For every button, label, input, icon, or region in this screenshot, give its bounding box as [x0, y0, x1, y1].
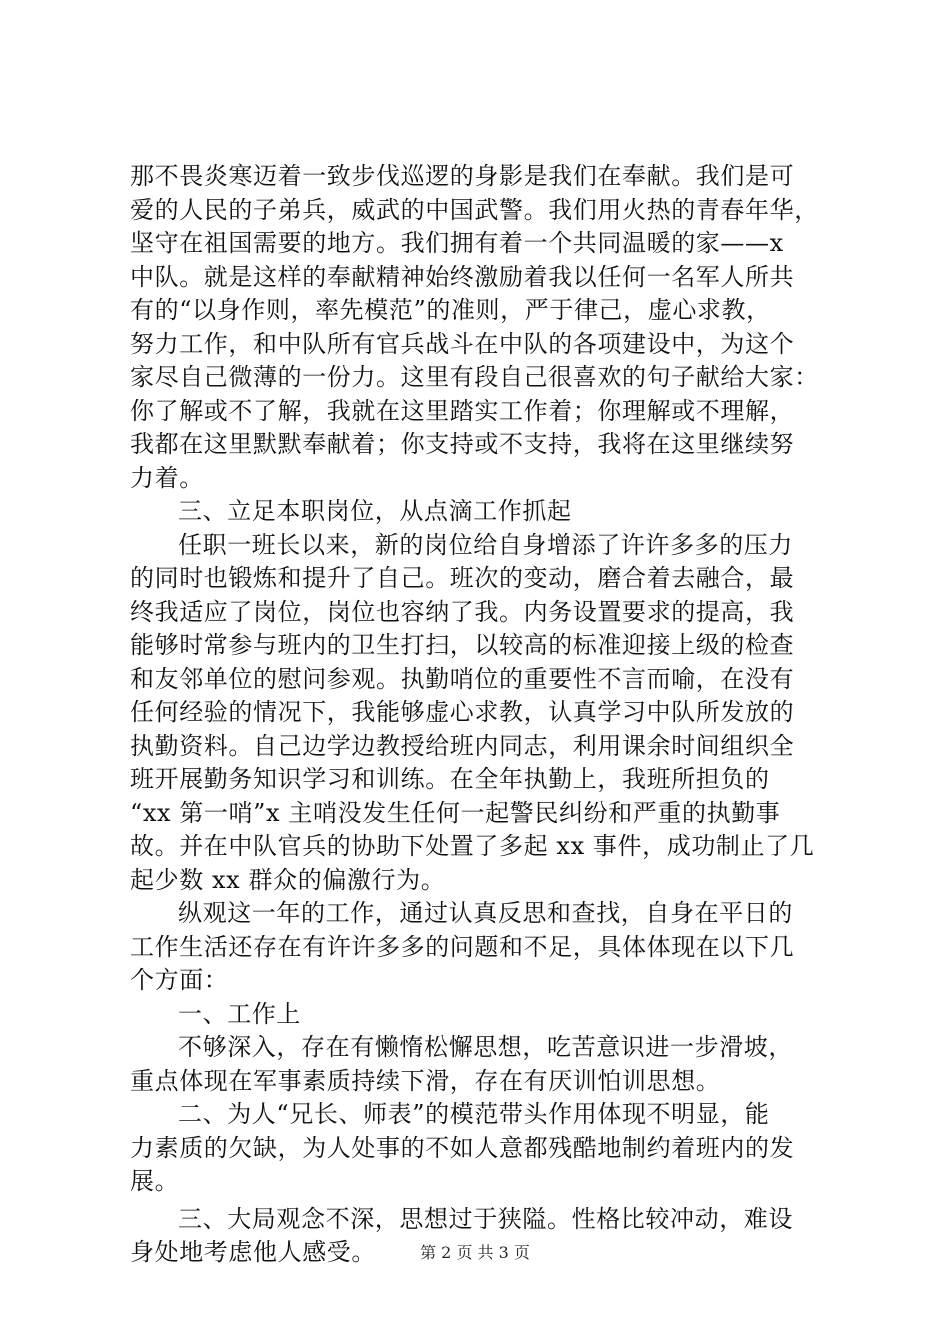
text-line: 坚守在祖国需要的地方。我们拥有着一个共同温暖的家——x — [130, 229, 784, 257]
text-line: 起少数 xx 群众的偏激行为。 — [130, 865, 446, 894]
text-line: 和友邻单位的慰问参观。执勤哨位的重要性不言而喻，在没有 — [130, 664, 795, 693]
paragraph-start-line: 三、大局观念不深，思想过于狭隘。性格比较冲动，难设 — [178, 1204, 793, 1233]
text-line: 工作生活还存在有许许多多的问题和不足，具体体现在以下几 — [130, 932, 795, 961]
text-line: 爱的人民的子弟兵，威武的中国武警。我们用火热的青春年华， — [130, 195, 819, 224]
text-line: 你了解或不了解，我就在这里踏实工作着；你理解或不理解， — [130, 396, 795, 425]
text-line: 力素质的欠缺，为人处事的不如人意都残酷地制约着班内的发 — [130, 1133, 795, 1162]
text-line: 任何经验的情况下，我能够虚心求教，认真学习中队所发放的 — [130, 698, 795, 726]
text-line: 中队。就是这样的奉献精神始终激励着我以任何一名军人所共 — [130, 262, 795, 291]
text-line: 力着。 — [130, 463, 204, 492]
text-line: 执勤资料。自己边学边教授给班内同志，利用课余时间组织全 — [130, 731, 795, 760]
text-line: 班开展勤务知识学习和训练。在全年执勤上，我班所担负的 — [130, 765, 770, 793]
page-footer: 第 2 页 共 3 页 — [420, 1243, 530, 1262]
text-line: 能够时常参与班内的卫生打扫，以较高的标准迎接上级的检查 — [130, 631, 795, 659]
text-line: 的同时也锻炼和提升了自己。班次的变动，磨合着去融合，最 — [130, 564, 795, 592]
paragraph-start-line: 任职一班长以来，新的岗位给自身增添了许许多多的压力 — [178, 530, 793, 559]
text-line: 身处地考虑他人感受。 — [130, 1238, 376, 1266]
text-line: 努力工作，和中队所有官兵战斗在中队的各项建设中，为这个 — [130, 329, 795, 358]
section-heading: 一、工作上 — [178, 999, 301, 1028]
text-line: 展。 — [130, 1167, 180, 1195]
paragraph-start-line: 二、为人“兄长、师表”的模范带头作用体现不明显，能 — [178, 1100, 770, 1128]
text-line: 家尽自己微薄的一份力。这里有段自己很喜欢的句子献给大家： — [130, 363, 819, 391]
text-line: 那不畏炎寒迈着一致步伐巡逻的身影是我们在奉献。我们是可 — [130, 162, 795, 190]
text-line: 有的“以身作则，率先模范”的准则，严于律己，虚心求教， — [130, 296, 771, 324]
paragraph-start-line: 不够深入，存在有懒惰松懈思想，吃苦意识进一步滑坡， — [178, 1033, 793, 1061]
text-line: 重点体现在军事素质持续下滑，存在有厌训怕训思想。 — [130, 1066, 721, 1095]
text-line: 个方面： — [130, 966, 229, 994]
text-line: 终我适应了岗位，岗位也容纳了我。内务设置要求的提高，我 — [130, 597, 795, 626]
text-line: 故。并在中队官兵的协助下处置了多起 xx 事件，成功制止了几 — [130, 832, 815, 860]
text-line: 我都在这里默默奉献着；你支持或不支持，我将在这里继续努 — [130, 430, 795, 458]
text-line: “xx 第一哨”x 主哨没发生任何一起警民纠纷和严重的执勤事 — [130, 798, 781, 827]
paragraph-start-line: 纵观这一年的工作，通过认真反思和查找，自身在平日的 — [178, 899, 793, 927]
document-body — [130, 160, 830, 1270]
section-heading: 三、立足本职岗位，从点滴工作抓起 — [178, 497, 572, 525]
